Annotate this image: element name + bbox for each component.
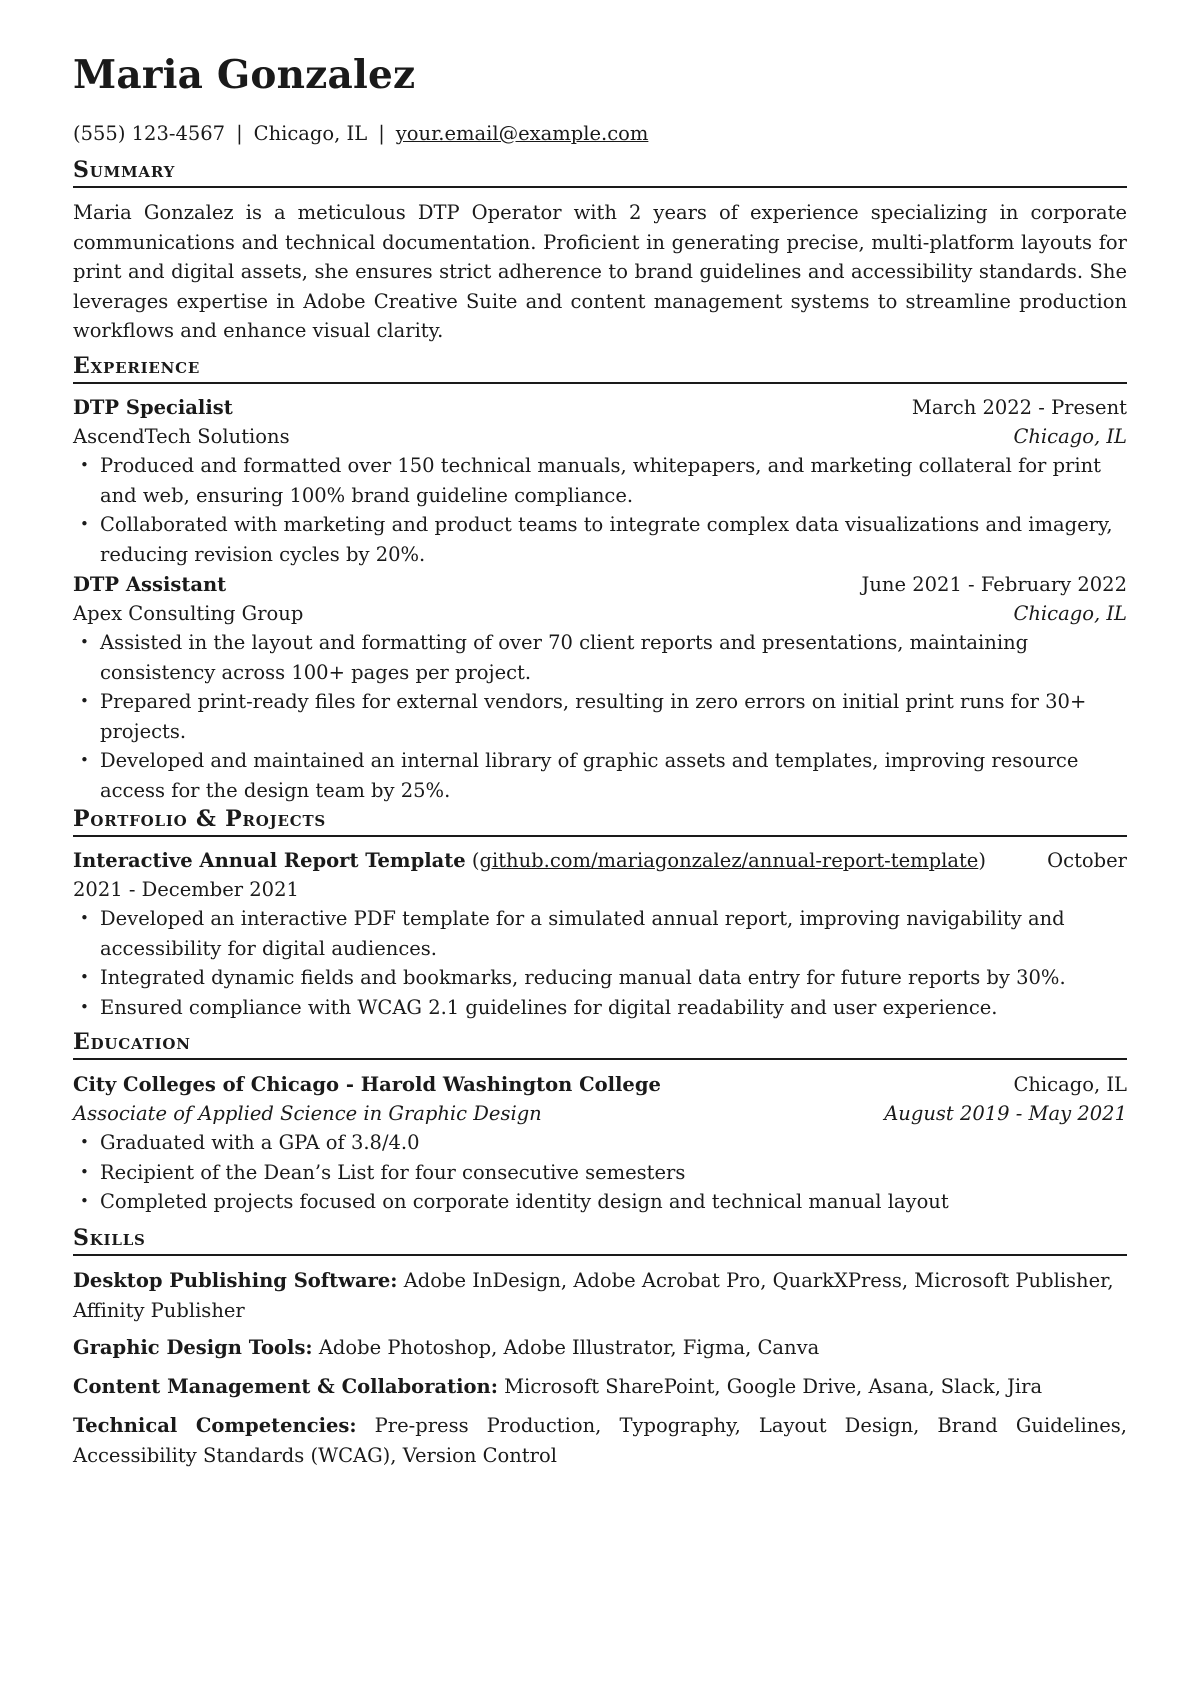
school-name: City Colleges of Chicago - Harold Washington College [73,1073,661,1096]
skill-label: Graphic Design Tools: [73,1336,313,1359]
list-item: • Developed and maintained an internal library of graphic assets and templates, improving resource access for the design team by 25%. [73,746,1127,805]
skill-value: Adobe Photoshop, Adobe Illustrator, Figma, Canva [318,1336,820,1359]
skill-label: Technical Competencies: [73,1414,357,1437]
skill-group [73,1266,1127,1325]
project-dates-row [73,875,1127,905]
section-title-summary: Summary [73,157,1127,188]
phone-number: (555) 123-4567 [73,122,226,145]
email-link[interactable]: your.email@example.com [395,122,649,145]
job-subheader [73,422,1127,452]
list-item: • Recipient of the Dean’s List for four consecutive semesters [73,1158,1127,1188]
job-bullets [73,451,1127,569]
project-link-close: ) [978,849,986,872]
list-item: • Graduated with a GPA of 3.8/4.0 [73,1128,1127,1158]
skill-group [73,1411,1127,1470]
job-dates: March 2022 - Present [911,396,1127,419]
project-link[interactable]: github.com/mariagonzalez/annual-report-template [479,849,979,872]
section-title-skills: Skills [73,1225,1127,1256]
degree: Associate of Applied Science in Graphic Design [73,1102,542,1125]
list-item: • Ensured compliance with WCAG 2.1 guidelines for digital readability and user experience. [73,993,1127,1023]
section-title-education: Education [73,1029,1127,1060]
location: Chicago, IL [253,122,368,145]
section-title-projects: Portfolio & Projects [73,806,1127,837]
job-header [73,393,1127,423]
list-item: • Completed projects focused on corporate identity design and technical manual layout [73,1187,1127,1217]
education-header [73,1070,1127,1100]
job-subheader [73,599,1127,629]
summary-text: Maria Gonzalez is a meticulous DTP Operator with 2 years of experience specializing in corporate communications and technical documentation. Proficient in generating precise, multi-platform layouts for print and digital assets, she ensures strict adherence to brand guidelines and accessibility standards. She leverages expertise in Adobe Creative Suite and content management systems to streamline production workflows and enhance visual clarity. [73,201,1127,342]
list-item: • Developed an interactive PDF template for a simulated annual report, improving navigability and accessibility for digital audiences. [73,904,1127,963]
job-bullets [73,628,1127,805]
job-location: Chicago, IL [1013,602,1127,625]
list-item: • Collaborated with marketing and product teams to integrate complex data visualizations and imagery, reducing revision cycles by 20%. [73,510,1127,569]
skill-group [73,1333,1127,1363]
education-bullets [73,1128,1127,1217]
job-role: DTP Specialist [73,396,233,419]
list-item: • Integrated dynamic fields and bookmarks, reducing manual data entry for future reports by 30%. [73,963,1127,993]
job-role: DTP Assistant [73,573,227,596]
project-header [73,846,1127,876]
school-location: Chicago, IL [1013,1073,1127,1096]
contact-line [73,122,648,146]
candidate-name: Maria Gonzalez [73,52,416,98]
project-dates-start: October [1047,849,1127,872]
job-location: Chicago, IL [1013,425,1127,448]
list-item: • Prepared print-ready files for external vendors, resulting in zero errors on initial print runs for 30+ projects. [73,687,1127,746]
job-company: Apex Consulting Group [73,602,304,625]
job-header [73,570,1127,600]
list-item: • Produced and formatted over 150 technical manuals, whitepapers, and marketing collateral for print and web, ensuring 100% brand guideline compliance. [73,451,1127,510]
skill-label: Desktop Publishing Software: [73,1269,398,1292]
project-dates-end: 2021 - December 2021 [73,878,299,901]
contact-separator: | [236,122,243,145]
project-link-open: ( [471,849,480,872]
education-subheader [73,1099,1127,1129]
project-name: Interactive Annual Report Template [73,849,466,872]
skill-value: Microsoft SharePoint, Google Drive, Asana, Slack, Jira [504,1375,1043,1398]
skill-group [73,1372,1127,1402]
section-title-experience: Experience [73,353,1127,384]
skill-value: Pre-press Production, Typography, Layout Design, Brand Guidelines, Accessibility Standards (WCAG), Version Control [73,1414,1127,1467]
skill-label: Content Management & Collaboration: [73,1375,498,1398]
job-company: AscendTech Solutions [73,425,290,448]
skill-value: Adobe InDesign, Adobe Acrobat Pro, QuarkXPress, Microsoft Publisher, Affinity Publisher [73,1269,1114,1322]
job-dates: June 2021 - February 2022 [861,573,1127,596]
project-bullets [73,904,1127,1022]
education-dates: August 2019 - May 2021 [884,1102,1127,1125]
contact-separator: | [378,122,385,145]
list-item: • Assisted in the layout and formatting of over 70 client reports and presentations, maintaining consistency across 100+ pages per project. [73,628,1127,687]
